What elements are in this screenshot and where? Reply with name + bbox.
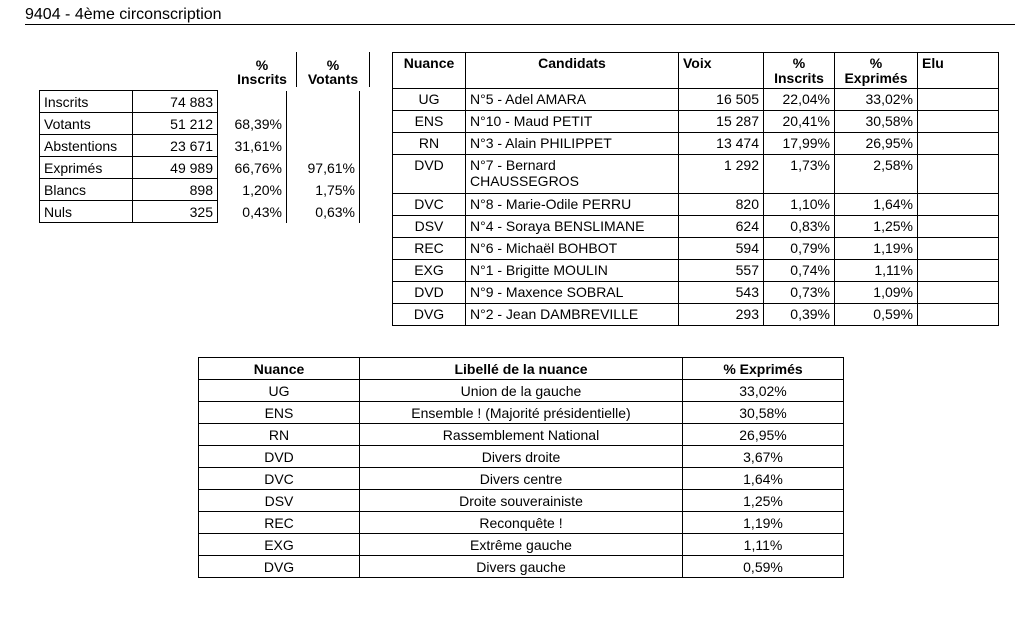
nuance-code: REC [199,512,360,534]
candidate-pct-exprimes: 2,58% [835,155,918,194]
stats-row [40,179,360,201]
stats-pct-inscrits [218,91,287,113]
col-header-voix: Voix [679,53,764,89]
nuance-pct: 33,02% [683,380,844,402]
candidate-pct-inscrits: 22,04% [764,89,835,111]
stats-label: Blancs [40,179,133,201]
nuance-libelle: Rassemblement National [360,424,683,446]
candidate-nuance: DVC [393,194,466,216]
nuance-row [199,490,844,512]
nuance-pct: 26,95% [683,424,844,446]
candidate-elu [918,133,999,155]
candidate-name [466,155,679,194]
nuance-libelle: Union de la gauche [360,380,683,402]
stats-row [40,157,360,179]
candidate-elu [918,260,999,282]
candidate-voix: 594 [679,238,764,260]
nuance-code: RN [199,424,360,446]
candidate-row [393,282,999,304]
candidate-name: N°2 - Jean DAMBREVILLE [466,304,679,326]
stats-header [228,52,370,87]
col-header-nuance: Nuance [199,358,360,380]
nuance-row [199,512,844,534]
candidate-elu [918,194,999,216]
nuance-code: DVG [199,556,360,578]
candidate-name: N°8 - Marie-Odile PERRU [466,194,679,216]
nuance-libelle: Divers droite [360,446,683,468]
candidate-row [393,133,999,155]
col-header-candidats: Candidats [466,53,679,89]
nuance-row [199,380,844,402]
candidate-name: N°9 - Maxence SOBRAL [466,282,679,304]
candidate-pct-exprimes: 1,25% [835,216,918,238]
candidate-pct-exprimes: 1,64% [835,194,918,216]
nuance-libelle: Ensemble ! (Majorité présidentielle) [360,402,683,424]
candidate-voix: 820 [679,194,764,216]
candidate-pct-inscrits: 0,74% [764,260,835,282]
stats-pct-inscrits: 68,39% [218,113,287,135]
stats-pct-inscrits: 1,20% [218,179,287,201]
nuance-pct: 1,64% [683,468,844,490]
candidate-elu [918,111,999,133]
col-header-pct-exprimes: % Exprimés [835,53,918,89]
col-header-elu: Elu [918,53,999,89]
nuance-pct: 3,67% [683,446,844,468]
nuance-code: DVD [199,446,360,468]
stats-pct-inscrits: 66,76% [218,157,287,179]
candidate-pct-exprimes: 33,02% [835,89,918,111]
candidate-voix: 624 [679,216,764,238]
candidate-row [393,238,999,260]
candidate-name: N°4 - Soraya BENSLIMANE [466,216,679,238]
candidate-pct-inscrits: 1,10% [764,194,835,216]
candidate-nuance: REC [393,238,466,260]
candidate-row [393,260,999,282]
candidate-elu [918,216,999,238]
nuance-code: DSV [199,490,360,512]
nuance-libelle: Extrême gauche [360,534,683,556]
candidate-pct-inscrits: 0,79% [764,238,835,260]
stats-header-pct-votants: % Votants [297,52,370,87]
candidate-nuance: DVD [393,155,466,194]
candidate-row [393,194,999,216]
candidate-elu [918,238,999,260]
nuance-pct: 30,58% [683,402,844,424]
candidate-name: N°3 - Alain PHILIPPET [466,133,679,155]
stats-row [40,113,360,135]
nuance-pct: 1,19% [683,512,844,534]
nuance-pct: 0,59% [683,556,844,578]
stats-pct-votants [287,113,360,135]
candidate-row [393,89,999,111]
stats-pct-votants [287,135,360,157]
stats-pct-votants: 1,75% [287,179,360,201]
stats-pct-votants [287,91,360,113]
candidate-row [393,111,999,133]
nuance-pct: 1,25% [683,490,844,512]
candidate-nuance: RN [393,133,466,155]
candidate-pct-exprimes: 26,95% [835,133,918,155]
candidate-nuance: DSV [393,216,466,238]
nuance-row [199,534,844,556]
candidate-nuance: DVG [393,304,466,326]
nuance-code: UG [199,380,360,402]
candidate-elu [918,89,999,111]
stats-value: 325 [133,201,218,223]
candidate-nuance: UG [393,89,466,111]
nuance-row [199,424,844,446]
candidate-pct-exprimes: 1,11% [835,260,918,282]
candidate-voix: 13 474 [679,133,764,155]
page-title: 9404 - 4ème circonscription [25,6,222,23]
candidate-row [393,155,999,194]
candidate-pct-exprimes: 1,19% [835,238,918,260]
candidate-elu [918,282,999,304]
candidate-name: N°1 - Brigitte MOULIN [466,260,679,282]
stats-label: Exprimés [40,157,133,179]
stats-pct-inscrits: 0,43% [218,201,287,223]
candidate-pct-exprimes: 1,09% [835,282,918,304]
stats-label: Votants [40,113,133,135]
candidate-voix: 293 [679,304,764,326]
nuances-table [198,357,844,578]
stats-header-pct-inscrits: % Inscrits [228,52,297,87]
stats-value: 49 989 [133,157,218,179]
stats-pct-votants: 0,63% [287,201,360,223]
nuance-code: ENS [199,402,360,424]
stats-value: 74 883 [133,91,218,113]
col-header-pct-inscrits: % Inscrits [764,53,835,89]
candidate-nuance: DVD [393,282,466,304]
nuance-row [199,556,844,578]
candidate-pct-exprimes: 0,59% [835,304,918,326]
nuance-libelle: Droite souverainiste [360,490,683,512]
nuance-code: EXG [199,534,360,556]
candidate-name: N°6 - Michaël BOHBOT [466,238,679,260]
candidate-pct-inscrits: 0,83% [764,216,835,238]
stats-label: Nuls [40,201,133,223]
candidate-pct-inscrits: 1,73% [764,155,835,194]
candidate-row [393,216,999,238]
candidate-voix: 16 505 [679,89,764,111]
stats-label: Inscrits [40,91,133,113]
stats-row [40,201,360,223]
stats-value: 898 [133,179,218,201]
col-header-libelle: Libellé de la nuance [360,358,683,380]
nuance-libelle: Divers centre [360,468,683,490]
stats-table [39,90,360,223]
stats-label: Abstentions [40,135,133,157]
candidate-pct-inscrits: 0,73% [764,282,835,304]
candidate-elu [918,304,999,326]
candidate-name: N°10 - Maud PETIT [466,111,679,133]
candidate-nuance: EXG [393,260,466,282]
candidate-pct-inscrits: 17,99% [764,133,835,155]
candidate-elu [918,155,999,194]
candidate-voix: 15 287 [679,111,764,133]
candidate-row [393,304,999,326]
nuance-row [199,402,844,424]
col-header-pct-exprimes: % Exprimés [683,358,844,380]
stats-pct-inscrits: 31,61% [218,135,287,157]
title-underline [25,24,1015,25]
nuance-code: DVC [199,468,360,490]
candidate-name-line2: CHAUSSEGROS [470,173,579,189]
nuance-row [199,446,844,468]
candidate-pct-exprimes: 30,58% [835,111,918,133]
candidate-name-line1: N°7 - Bernard [470,157,556,173]
nuance-row [199,468,844,490]
candidate-pct-inscrits: 0,39% [764,304,835,326]
candidate-name: N°5 - Adel AMARA [466,89,679,111]
candidate-voix: 557 [679,260,764,282]
nuance-libelle: Reconquête ! [360,512,683,534]
col-header-nuance: Nuance [393,53,466,89]
stats-value: 51 212 [133,113,218,135]
stats-pct-votants: 97,61% [287,157,360,179]
stats-row [40,91,360,113]
candidate-pct-inscrits: 20,41% [764,111,835,133]
nuance-pct: 1,11% [683,534,844,556]
stats-value: 23 671 [133,135,218,157]
candidate-voix: 1 292 [679,155,764,194]
candidates-table [392,52,999,326]
stats-row [40,135,360,157]
candidate-nuance: ENS [393,111,466,133]
nuance-libelle: Divers gauche [360,556,683,578]
candidate-voix: 543 [679,282,764,304]
